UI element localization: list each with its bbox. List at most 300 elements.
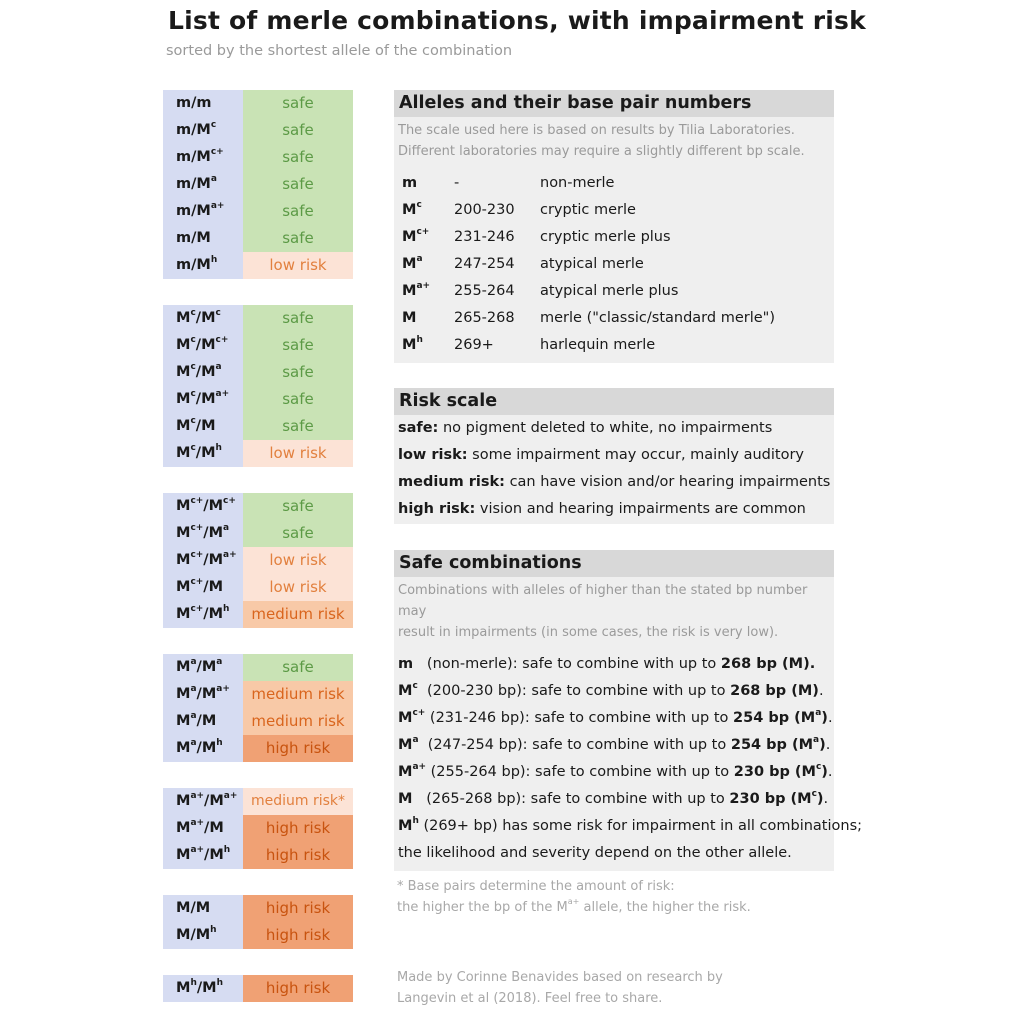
allele-description: cryptic merle (540, 202, 636, 218)
combination-row (163, 788, 353, 815)
combination-label (163, 305, 243, 332)
allele-1-sup: c+ (190, 522, 204, 533)
safe-text: (265-268 bp): safe to combine with up to (412, 791, 730, 807)
allele-symbol-base: M (402, 337, 417, 353)
risk-badge: safe (243, 305, 353, 332)
safe-period: . (823, 791, 829, 807)
allele-1: m (176, 149, 192, 165)
separator: / (196, 713, 202, 729)
risk-badge: high risk (243, 842, 353, 869)
safe-symbol-sup: c (412, 680, 418, 691)
risk-definition (394, 469, 834, 496)
allele-symbol (398, 278, 454, 305)
harlequin-symbol: $M^h$ (398, 815, 419, 834)
allele-symbol-base: M (402, 229, 417, 245)
safe-limit (730, 734, 826, 753)
allele-1: m (176, 122, 192, 138)
allele-2: M (201, 364, 216, 380)
allele-2-sup: h (216, 977, 223, 988)
allele-symbol (398, 305, 454, 332)
safe-note-line: Combinations with alleles of higher than the stated bp number may (398, 583, 808, 619)
separator: / (204, 847, 210, 863)
safe-limit-value: 230 bp (M (733, 764, 816, 780)
combination-label (163, 198, 243, 225)
combination-group (163, 975, 353, 1002)
allele-1: m (176, 257, 192, 273)
allele-1: m (176, 203, 192, 219)
allele-2: m (196, 95, 212, 111)
allele-description: harlequin merle (540, 337, 656, 353)
safe-limit-sup: c (815, 761, 822, 772)
allele-1: M (176, 606, 191, 622)
alleles-note-line: The scale used here is based on results by Tilia Laboratories. (398, 123, 795, 138)
allele-symbol-sup: h (416, 334, 423, 345)
allele-2-sup: a+ (210, 200, 225, 211)
allele-symbol (398, 332, 454, 359)
separator: / (191, 203, 197, 219)
combination-row (163, 305, 353, 332)
safe-limit-value: 268 bp (M (730, 683, 813, 699)
combination-label (163, 815, 243, 842)
safe-heading: Safe combinations (394, 550, 834, 577)
combination-row (163, 90, 353, 117)
risk-badge: safe (243, 198, 353, 225)
allele-2: M (208, 606, 224, 622)
combination-label (163, 520, 243, 547)
combination-row (163, 681, 353, 708)
allele-1: M (176, 820, 191, 836)
safe-symbol-sup: a (412, 734, 419, 745)
safe-text: (200-230 bp): safe to combine with up to (417, 683, 731, 699)
allele-2: M (196, 176, 211, 192)
safe-period: . (825, 737, 831, 753)
allele-symbol-base: M (402, 256, 417, 272)
combination-row (163, 975, 353, 1002)
risk-badge: medium risk (243, 681, 353, 708)
safe-limit (721, 656, 815, 672)
allele-2: M (201, 686, 217, 702)
safe-limit-sup: c (811, 788, 817, 799)
combination-row (163, 440, 353, 467)
risk-badge: high risk (243, 895, 353, 922)
allele-bp: - (454, 175, 460, 191)
safe-limit-value: 268 bp (M (720, 656, 804, 672)
combination-label (163, 574, 243, 601)
safe-limit-value: 230 bp (M (729, 791, 812, 807)
safe-period: . (818, 683, 824, 699)
allele-2-sup: h (223, 603, 230, 614)
allele-1: M (176, 391, 191, 407)
safe-rows (394, 643, 834, 813)
allele-1: M (176, 579, 191, 595)
safe-symbol-base: M (398, 764, 413, 780)
combination-label (163, 359, 243, 386)
combination-group (163, 654, 353, 762)
allele-bp: 247-254 (454, 256, 515, 272)
safe-limit-close: ). (803, 656, 816, 672)
combination-row (163, 225, 353, 252)
allele-row (398, 197, 830, 224)
allele-row (398, 278, 830, 305)
allele-1-sup: c (190, 388, 196, 399)
risk-badge: safe (243, 359, 353, 386)
combination-row (163, 547, 353, 574)
separator: / (195, 364, 202, 380)
allele-2-sup: c+ (215, 334, 229, 345)
combination-group (163, 305, 353, 467)
separator: / (196, 740, 202, 756)
allele-row (398, 305, 830, 332)
combination-row (163, 735, 353, 762)
footnote (397, 876, 751, 918)
safe-note (394, 577, 834, 643)
allele-1: M (176, 310, 191, 326)
allele-1: M (176, 445, 191, 461)
risk-text: can have vision and/or hearing impairments (504, 474, 831, 490)
combination-label (163, 90, 243, 117)
allele-1-sup: a+ (190, 844, 205, 855)
safe-period: . (827, 764, 833, 780)
allele-1: M (176, 980, 191, 996)
risk-badge: medium risk (243, 708, 353, 735)
allele-symbol (398, 224, 454, 251)
combination-row (163, 520, 353, 547)
allele-1-sup: a (190, 737, 197, 748)
safe-symbol (398, 791, 412, 807)
safe-combination-line (394, 786, 834, 813)
alleles-note-line: Different laboratories may require a slightly different bp scale. (398, 144, 805, 159)
separator: / (196, 659, 202, 675)
separator: / (190, 927, 196, 943)
allele-symbol-sup: a (416, 253, 423, 264)
combination-label (163, 413, 243, 440)
combination-label (163, 252, 243, 279)
allele-2-sup: a (223, 522, 230, 533)
separator: / (195, 418, 202, 434)
safe-limit (733, 761, 828, 780)
separator: / (191, 95, 197, 111)
safe-symbol-sup: c+ (412, 707, 426, 718)
combination-row (163, 708, 353, 735)
combination-row (163, 895, 353, 922)
safe-limit-close: ) (821, 764, 828, 780)
risk-badge: low risk (243, 574, 353, 601)
safe-limit-close: ) (816, 791, 824, 807)
combination-row (163, 359, 353, 386)
allele-1: M (176, 337, 191, 353)
combination-row (163, 332, 353, 359)
allele-2: M (201, 418, 216, 434)
safe-combination-line (394, 732, 834, 759)
safe-limit-value: 254 bp (M (733, 710, 816, 726)
allele-1: m (176, 230, 192, 246)
separator: / (204, 820, 210, 836)
allele-symbol-base: M (402, 310, 417, 326)
allele-1-sup: c (190, 334, 196, 345)
allele-1: M (176, 686, 191, 702)
allele-1-sup: h (190, 977, 197, 988)
risk-badge: safe (243, 171, 353, 198)
combination-label (163, 708, 243, 735)
allele-symbol-sup: c+ (416, 226, 430, 237)
safe-symbol-base: m (398, 656, 414, 672)
risk-badge: low risk (243, 252, 353, 279)
allele-bp: 231-246 (454, 229, 515, 245)
combination-label (163, 788, 243, 815)
allele-2-sup: c+ (223, 495, 236, 506)
combination-label (163, 171, 243, 198)
allele-2: M (208, 579, 224, 595)
combination-label (163, 842, 243, 869)
safe-combination-line (394, 651, 834, 678)
combination-group (163, 90, 353, 279)
allele-1-sup: a (190, 656, 197, 667)
allele-symbol-sup: c (416, 199, 422, 210)
allele-table (394, 162, 834, 363)
allele-1-sup: c+ (190, 549, 204, 560)
allele-1: M (176, 793, 191, 809)
allele-row (398, 251, 830, 278)
separator: / (204, 793, 210, 809)
separator: / (203, 552, 209, 568)
combination-label (163, 654, 243, 681)
risk-badge: medium risk* (243, 788, 353, 815)
risk-badge: high risk (243, 815, 353, 842)
allele-2: M (195, 900, 211, 916)
allele-2: M (201, 659, 217, 675)
combination-label (163, 225, 243, 252)
allele-1: M (176, 847, 191, 863)
separator: / (195, 310, 202, 326)
risk-term: low risk: (398, 447, 468, 463)
allele-1-sup: a+ (190, 790, 205, 801)
safe-limit-close: ) (819, 737, 826, 753)
safe-limit (733, 707, 828, 726)
combination-label (163, 547, 243, 574)
risk-badge: safe (243, 520, 353, 547)
allele-2: M (196, 203, 211, 219)
allele-row (398, 224, 830, 251)
allele-bp: 200-230 (454, 202, 515, 218)
alleles-note (394, 117, 834, 162)
allele-1-sup: c+ (190, 603, 204, 614)
allele-2: M (201, 391, 216, 407)
allele-2-sup: a+ (223, 549, 237, 560)
risk-definition (394, 442, 834, 469)
allele-2: M (196, 122, 211, 138)
combination-row (163, 574, 353, 601)
alleles-heading: Alleles and their base pair numbers (394, 90, 834, 117)
safe-text: (non-merle): safe to combine with up to (413, 656, 721, 672)
combination-label (163, 975, 243, 1002)
allele-2: M (201, 740, 217, 756)
risk-badge: high risk (243, 735, 353, 762)
allele-symbol (398, 251, 454, 278)
allele-1-sup: a+ (190, 817, 205, 828)
risk-badge: safe (243, 493, 353, 520)
allele-2: M (201, 713, 217, 729)
separator: / (203, 498, 209, 514)
alleles-panel (394, 90, 834, 363)
risk-panel (394, 388, 834, 524)
combination-label (163, 440, 243, 467)
combination-group (163, 493, 353, 628)
allele-2: M (196, 149, 211, 165)
allele-1: M (176, 713, 191, 729)
separator: / (203, 525, 209, 541)
allele-symbol-base: M (402, 202, 417, 218)
risk-text: vision and hearing impairments are common (475, 501, 806, 517)
separator: / (203, 579, 209, 595)
footnote-line: * Base pairs determine the amount of risk: (397, 879, 675, 894)
separator: / (203, 606, 209, 622)
credit-line: Made by Corinne Benavides based on research by (397, 970, 723, 985)
allele-1: m (176, 95, 192, 111)
separator: / (195, 445, 202, 461)
risk-badge: safe (243, 386, 353, 413)
allele-1: M (176, 418, 191, 434)
safe-symbol-base: M (398, 683, 413, 699)
combination-table (163, 90, 353, 1028)
credit (397, 967, 723, 1009)
allele-description: atypical merle (540, 256, 644, 272)
safe-symbol (398, 734, 419, 753)
allele-2-sup: a (216, 656, 223, 667)
safe-combination-line (394, 678, 834, 705)
allele-1-sup: c+ (190, 576, 204, 587)
page-title: List of merle combinations, with impairment risk (168, 6, 866, 35)
safe-symbol (398, 761, 427, 780)
separator: / (195, 391, 202, 407)
footnote-line: the higher the bp of the $M^{a+}$ allele, the higher the risk. (397, 897, 751, 915)
allele-2: M (201, 310, 216, 326)
risk-badge: safe (243, 225, 353, 252)
allele-symbol-sup: a+ (416, 280, 431, 291)
allele-2-sup: h (215, 442, 222, 453)
combination-label (163, 386, 243, 413)
separator: / (190, 900, 196, 916)
allele-2-sup: c (215, 307, 221, 318)
risk-text: some impairment may occur, mainly auditory (467, 447, 805, 463)
allele-2-sup: a (210, 173, 217, 184)
safe-note-line: result in impairments (in some cases, the risk is very low). (398, 625, 779, 640)
combination-row (163, 252, 353, 279)
safe-symbol-base: M (398, 737, 413, 753)
allele-2-sup: a+ (223, 790, 238, 801)
separator: / (191, 230, 197, 246)
allele-1: M (176, 364, 191, 380)
allele-bp: 265-268 (454, 310, 515, 326)
risk-text: no pigment deleted to white, no impairments (438, 420, 773, 436)
risk-badge: high risk (243, 975, 353, 1002)
risk-badge: safe (243, 90, 353, 117)
combination-row (163, 601, 353, 628)
combination-label (163, 681, 243, 708)
safe-symbol (398, 656, 413, 672)
combination-label (163, 922, 243, 949)
allele-2: M (209, 847, 224, 863)
allele-symbol (398, 197, 454, 224)
allele-1-sup: c (190, 442, 196, 453)
allele-2: M (196, 257, 211, 273)
risk-badge: safe (243, 332, 353, 359)
safe-text: (255-264 bp): safe to combine with up to (426, 764, 734, 780)
allele-2: M (196, 230, 211, 246)
allele-bp: 269+ (454, 337, 494, 353)
combination-label (163, 601, 243, 628)
separator: / (191, 122, 197, 138)
separator: / (191, 257, 197, 273)
safe-combination-line (394, 705, 834, 732)
safe-limit (730, 683, 819, 699)
combination-row (163, 815, 353, 842)
allele-1-sup: a (190, 710, 197, 721)
combination-row (163, 493, 353, 520)
allele-1: M (176, 659, 191, 675)
combination-group (163, 788, 353, 869)
combination-label (163, 895, 243, 922)
risk-definition (394, 496, 834, 523)
allele-description: non-merle (540, 175, 615, 191)
safe-symbol-sup: a+ (412, 761, 427, 772)
safe-period: . (827, 710, 833, 726)
risk-term: medium risk: (398, 474, 505, 490)
combination-label (163, 117, 243, 144)
allele-2: M (201, 337, 216, 353)
allele-2: M (201, 445, 216, 461)
risk-badge: low risk (243, 440, 353, 467)
allele-2: M (209, 793, 224, 809)
risk-badge: medium risk (243, 601, 353, 628)
harlequin-line: $M^h$ (269+ bp) has some risk for impairment in all combinations; (398, 815, 863, 834)
allele-2-sup: c (210, 119, 217, 130)
combination-row (163, 654, 353, 681)
separator: / (191, 176, 197, 192)
combination-label (163, 332, 243, 359)
combination-row (163, 171, 353, 198)
combination-row (163, 842, 353, 869)
allele-2: M (195, 927, 211, 943)
separator: / (196, 686, 202, 702)
combination-row (163, 198, 353, 225)
allele-2: M (208, 498, 224, 514)
risk-heading: Risk scale (394, 388, 834, 415)
allele-1: M (176, 740, 191, 756)
combination-label (163, 144, 243, 171)
risk-term: high risk: (398, 501, 476, 517)
harlequin-line-2: the likelihood and severity depend on the other allele. (398, 845, 792, 861)
safe-limit (729, 788, 824, 807)
allele-1-sup: c (190, 415, 196, 426)
safe-text: (247-254 bp): safe to combine with up to (418, 737, 731, 753)
allele-2-sup: a+ (216, 683, 230, 694)
safe-symbol (398, 680, 418, 699)
allele-1-sup: a (190, 683, 197, 694)
allele-row (398, 332, 830, 359)
allele-2-sup: h (223, 844, 231, 855)
combination-row (163, 922, 353, 949)
allele-description: merle ("classic/standard merle") (540, 310, 775, 326)
allele-2-sup: h (210, 924, 217, 935)
safe-limit-value: 254 bp (M (730, 737, 814, 753)
allele-symbol-base: M (402, 283, 417, 299)
allele-2-sup: h (216, 737, 223, 748)
separator: / (196, 980, 203, 996)
safe-symbol-base: M (398, 791, 413, 807)
allele-symbol-base: m (402, 175, 418, 191)
allele-description: cryptic merle plus (540, 229, 671, 245)
allele-2-sup: a (215, 361, 222, 372)
